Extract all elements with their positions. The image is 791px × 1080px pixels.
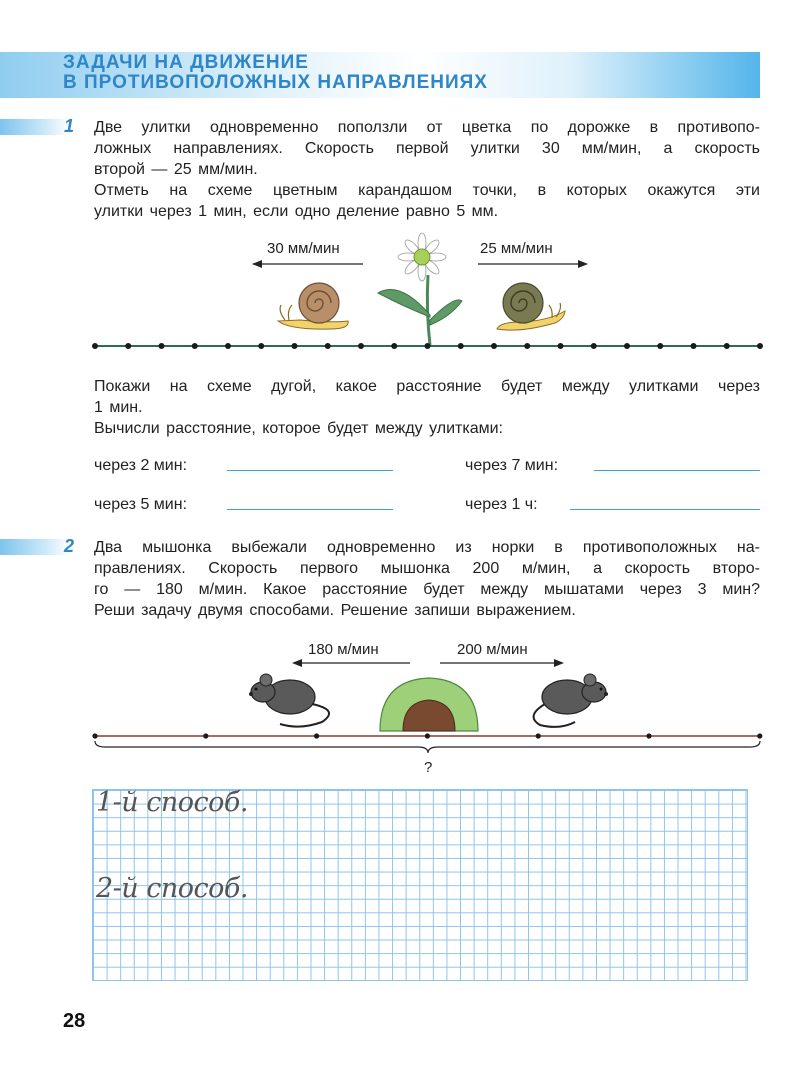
distance-brace xyxy=(95,741,760,753)
answer-field-7min[interactable] xyxy=(594,470,760,471)
answer-label-7min: через 7 мин: xyxy=(465,457,559,474)
task1-line7: 1 мин. xyxy=(94,399,143,416)
mouse-diagram xyxy=(0,630,791,780)
mouse-icon-right xyxy=(534,674,608,727)
answer-label-1h: через 1 ч: xyxy=(465,496,538,513)
track-tick[interactable] xyxy=(558,343,564,349)
task2-line2: правлениях. Скорость первого мышонка 200 м/мин, а скорость второ- xyxy=(94,560,760,577)
task1-line5: улитки через 1 мин, если одно деление равно 5 мм. xyxy=(94,203,499,220)
task2-line1: Два мышонка выбежали одновременно из норки в противоположных на- xyxy=(94,539,760,556)
right-mouse-speed-label: 200 м/мин xyxy=(457,641,528,658)
track-tick xyxy=(646,733,651,738)
track-tick[interactable] xyxy=(92,343,98,349)
task1-band xyxy=(0,119,70,135)
track-tick xyxy=(536,733,541,738)
left-mouse-speed-label: 180 м/мин xyxy=(308,641,379,658)
track-tick xyxy=(425,733,430,738)
page-title-line1: ЗАДАЧИ НА ДВИЖЕНИЕ xyxy=(63,52,309,73)
task1-number: 1 xyxy=(64,116,75,136)
track-tick[interactable] xyxy=(757,343,763,349)
track-tick xyxy=(203,733,208,738)
task1-line2: ложных направлениях. Скорость первой улитки 30 мм/мин, а скорость xyxy=(94,140,760,157)
snail-track xyxy=(92,343,763,349)
answer-label-5min: через 5 мин: xyxy=(94,496,188,513)
task1-text xyxy=(94,117,760,222)
page-title xyxy=(63,53,488,93)
answer-field-2min[interactable] xyxy=(227,470,393,471)
track-tick[interactable] xyxy=(125,343,131,349)
task1-line6: Покажи на схеме дугой, какое расстояние будет между улитками через xyxy=(94,378,760,395)
daisy-flower-icon xyxy=(378,233,462,345)
track-tick[interactable] xyxy=(691,343,697,349)
snail-diagram xyxy=(0,225,791,360)
page-number: 28 xyxy=(63,1010,86,1032)
burrow-icon xyxy=(380,678,478,731)
track-tick xyxy=(92,733,97,738)
track-tick[interactable] xyxy=(491,343,497,349)
snail-icon-left xyxy=(278,283,348,329)
answer-field-5min[interactable] xyxy=(227,509,393,510)
answer-label-2min: через 2 мин: xyxy=(94,457,188,474)
snail-icon-right xyxy=(497,283,565,330)
track-tick[interactable] xyxy=(458,343,464,349)
task1-line1: Две улитки одновременно поползли от цветка по дорожке в противопо- xyxy=(94,119,760,136)
task2-text xyxy=(94,537,760,621)
task2-line3: го — 180 м/мин. Какое расстояние будет между мышатами через 3 мин? xyxy=(94,581,760,598)
method1-label: 1-й способ. xyxy=(96,787,248,818)
track-tick[interactable] xyxy=(159,343,165,349)
track-tick xyxy=(314,733,319,738)
page-title-line2: В ПРОТИВОПОЛОЖНЫХ НАПРАВЛЕНИЯХ xyxy=(63,72,488,93)
track-tick[interactable] xyxy=(657,343,663,349)
answer-field-1h[interactable] xyxy=(570,509,760,510)
track-tick[interactable] xyxy=(624,343,630,349)
task2-band xyxy=(0,539,70,555)
question-mark: ? xyxy=(424,759,433,776)
task1-line3: второй — 25 мм/мин. xyxy=(94,161,258,178)
track-tick[interactable] xyxy=(292,343,298,349)
track-tick[interactable] xyxy=(724,343,730,349)
track-tick[interactable] xyxy=(591,343,597,349)
track-tick[interactable] xyxy=(425,343,431,349)
track-tick[interactable] xyxy=(225,343,231,349)
track-tick[interactable] xyxy=(258,343,264,349)
method2-label: 2-й способ. xyxy=(96,873,248,904)
mouse-icon-left xyxy=(249,674,329,727)
track-tick[interactable] xyxy=(192,343,198,349)
task1-line8: Вычисли расстояние, которое будет между улитками: xyxy=(94,420,503,437)
track-tick[interactable] xyxy=(391,343,397,349)
task2-line4: Реши задачу двумя способами. Решение запиши выражением. xyxy=(94,602,576,619)
track-tick[interactable] xyxy=(358,343,364,349)
task2-number: 2 xyxy=(64,536,75,556)
left-speed-label: 30 мм/мин xyxy=(267,240,340,257)
mouse-track xyxy=(92,733,762,738)
right-speed-label: 25 мм/мин xyxy=(480,240,553,257)
track-tick[interactable] xyxy=(325,343,331,349)
track-tick[interactable] xyxy=(524,343,530,349)
task1-line4: Отметь на схеме цветным карандашом точки, в которых окажутся эти xyxy=(94,182,760,199)
task1-text2 xyxy=(94,376,760,439)
track-tick xyxy=(757,733,762,738)
